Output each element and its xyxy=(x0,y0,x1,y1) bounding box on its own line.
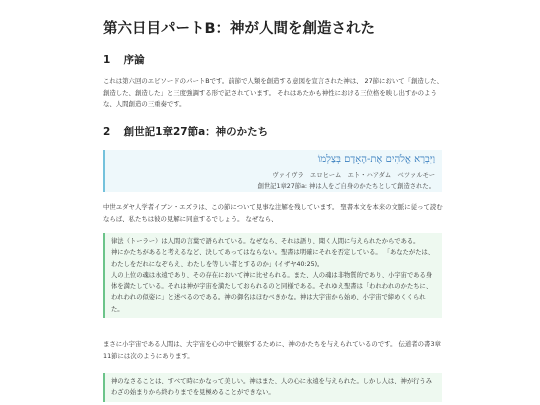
verse-box xyxy=(103,150,442,192)
section-number: 2 xyxy=(103,126,111,138)
section-heading-image-of-god xyxy=(103,124,268,139)
ibn-ezra-quote xyxy=(103,233,442,318)
section-title: 創世記1章27節a：神のかたち xyxy=(123,126,269,138)
section-title: 序論 xyxy=(123,54,145,66)
quote-line: 律法（トーラー）は人間の言葉で語られている。なぜなら、それは語り、聞く人間に与えられたからである。 xyxy=(111,238,420,245)
intro-paragraph: これは第六回のエピソードのパートBです。前節で人類を創造する意図を宣言された神は、 27節において「創造した、創造した、創造した」と三度強調する形で記されています。 それはあたかも神性における三位格を映し出すかのような、人間創造の三重奏です。 xyxy=(103,77,443,108)
quote-line: 神のなさることは、すべて時にかなって美しい。神はまた、人の心に永遠を与えられた。しかし人は、神が行うみわざの始まりから終わりまでを見極めることができない。 xyxy=(111,378,433,397)
transition-paragraph: まさに小宇宙である人間は、大宇宙を心の中で観察するために、神のかたちを与えられているのです。 伝道者の書3章11節には次のようにあります。 xyxy=(103,340,441,360)
section-heading-intro xyxy=(103,52,145,67)
quote-line: 神にかたちがあると考えるなど、決してあってはならない。聖書は明確にそれを否定している。 「あなたがたは、わたしをだれになぞらえ、わたしを等しい者とするのか」(イザヤ40:25)。 xyxy=(111,249,435,268)
ibn-ezra-paragraph: 中世ユダヤ人学者イブン・エズラは、この節について見事な注解を残しています。 聖書本文を本来の文脈に従って読むならば、私たちは彼の見解に同意するでしょう。 なぜなら、 xyxy=(103,203,443,223)
quote-line: 人の上位の魂は永遠であり、その存在において神に比せられる。また、人の魂は非物質的であり、小宇宙である身体を満たしている。それは神が宇宙を満たしておられるのと同様である。それゆえ聖書は「われわれのかたちに、われわれの似姿に」と述べるのである。神の御名はほむべきかな。神は大宇宙から始め、小宇宙で締めくくられた。 xyxy=(111,271,433,313)
section-number: 1 xyxy=(103,54,111,66)
verse-transliteration: ヴァイヴラ エロヒーム エト・ハアダム ベツァルモー xyxy=(272,172,435,179)
hebrew-verse: וַיִּבְרָא אֱלֹהִים אֶת-הָאָדָם בְּצַלְמוֹ xyxy=(317,154,435,165)
page-title: 第六日目パートB：神が人間を創造された xyxy=(103,21,376,37)
ecclesiastes-quote xyxy=(103,373,442,402)
verse-translation: 創世記1章27節a: 神は人をご自身のかたちとして創造された。 xyxy=(257,183,435,190)
